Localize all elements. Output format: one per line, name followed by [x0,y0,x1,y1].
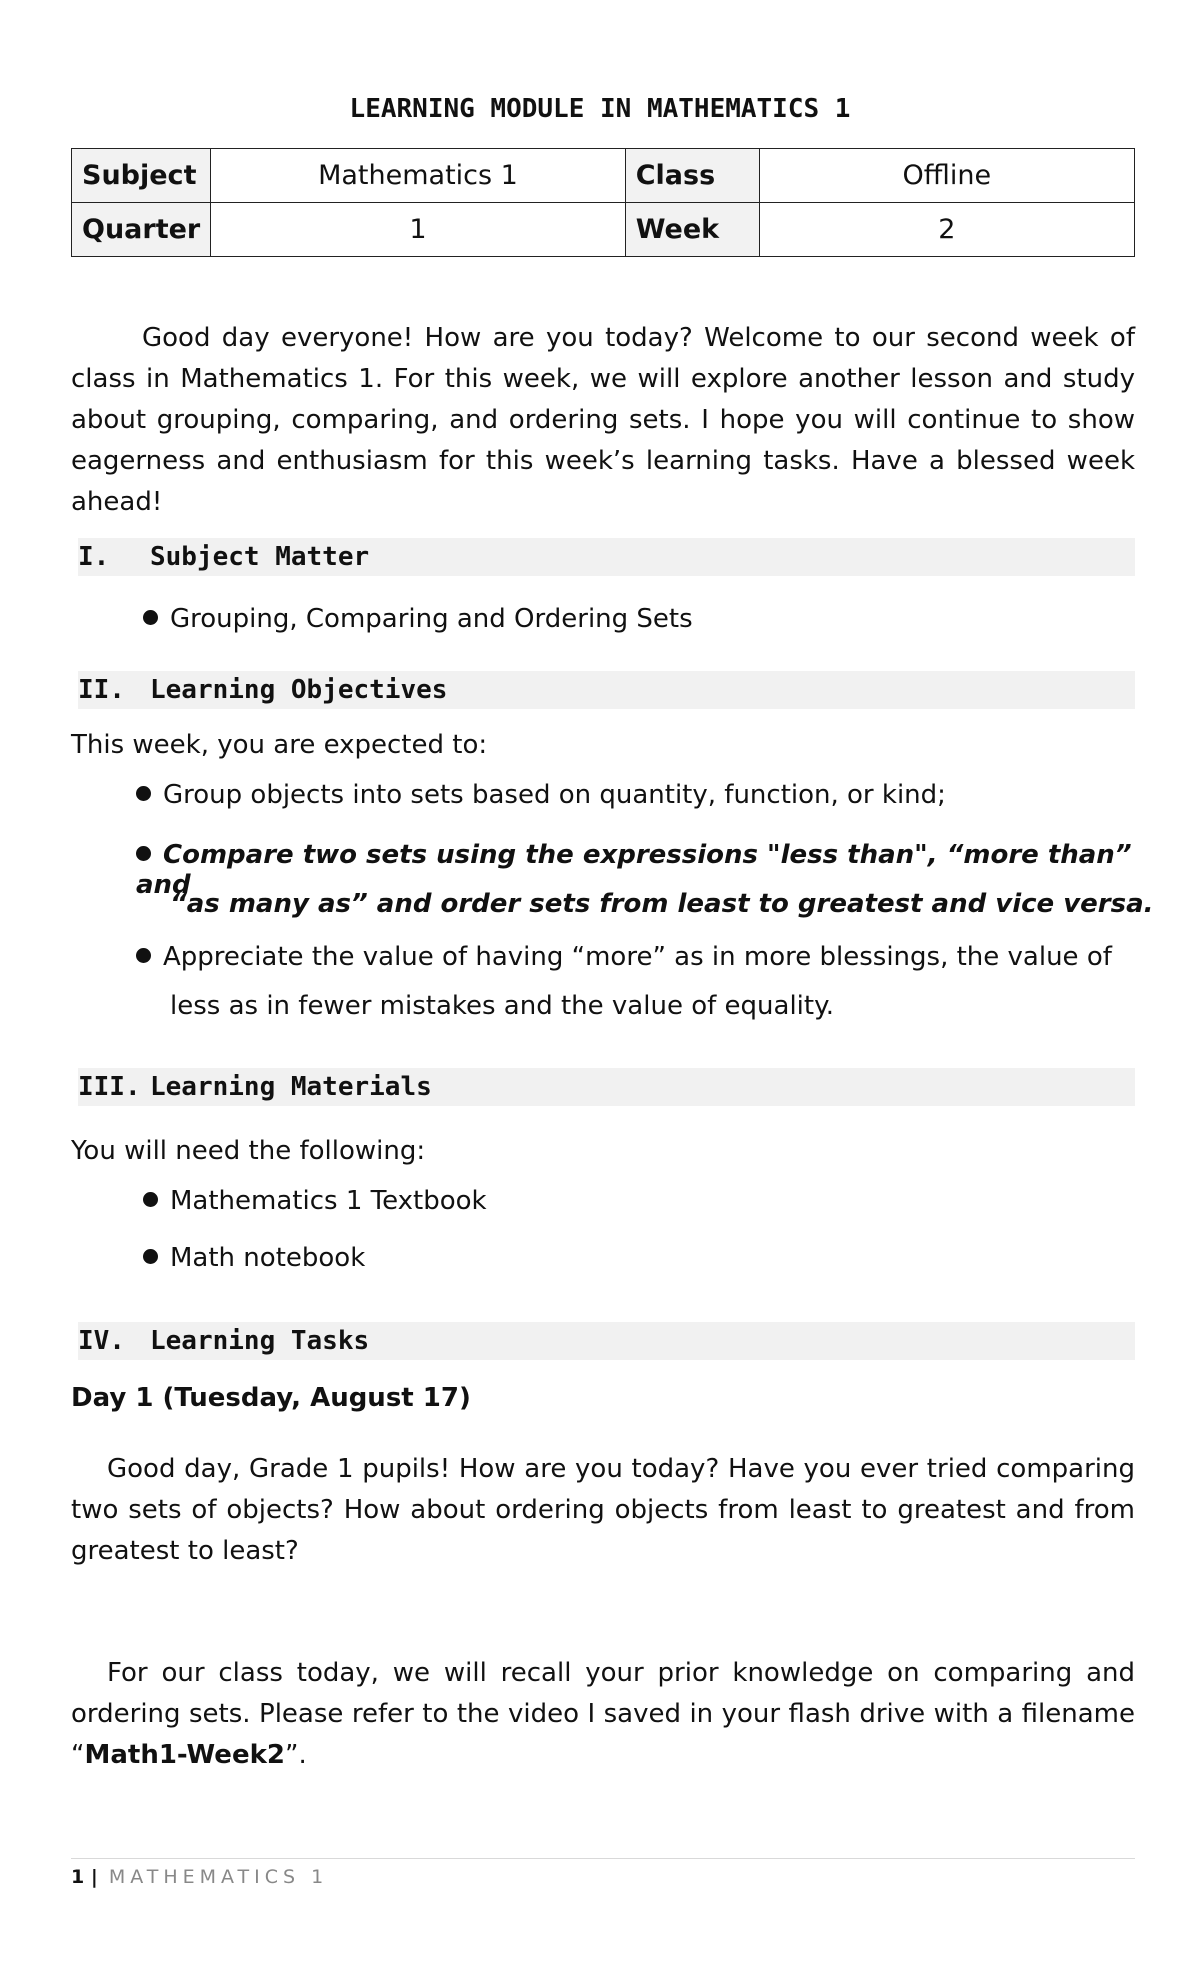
intro-text: Good day everyone! How are you today? Welcome to our second week of class in Mathematics 1. For this week, we will explore another lesson and study about grouping, comparing, and ordering sets. I hope you will continue to show eagerness and enthusiasm for this week’s learning tasks. Have a blessed week ahead! [71,323,1135,517]
footer-divider [71,1858,1135,1859]
bullet-icon [143,1249,158,1264]
week-value: 2 [759,203,1134,257]
footer-label: MATHEMATICS 1 [108,1866,329,1888]
section-number: II. [78,675,125,705]
tasks-paragraph-2 [71,1653,1135,1776]
section-number: I. [78,542,110,572]
tasks-paragraph-2-text: For our class today, we will recall your prior knowledge on comparing and ordering sets. Please refer to the video I saved in your flash drive with a filename [71,1658,1135,1729]
list-item [136,942,1135,972]
list-item [136,780,946,810]
list-item-text: Grouping, Comparing and Ordering Sets [170,604,693,634]
subject-label: Subject [72,149,211,203]
class-value: Offline [759,149,1134,203]
filename: Math1-Week2 [84,1740,285,1770]
page-number: 1 | [71,1866,98,1888]
list-item-text: Appreciate the value of having “more” as in more blessings, the value of [163,942,1112,972]
section-learning-materials [78,1068,1135,1106]
list-item-continuation: less as in fewer mistakes and the value of equality. [170,991,835,1021]
list-item [143,604,693,634]
quarter-label: Quarter [72,203,211,257]
bullet-icon [143,610,158,625]
objectives-lead: This week, you are expected to: [71,730,488,760]
list-item [143,1186,487,1216]
intro-paragraph [71,318,1135,523]
section-subject-matter [78,538,1135,576]
bullet-icon [136,948,151,963]
list-item-text: Math notebook [170,1243,366,1273]
section-title: Learning Objectives [150,675,448,705]
open-quote: “ [71,1740,85,1770]
section-title: Learning Materials [150,1072,432,1102]
close-quote: ”. [284,1740,307,1770]
quarter-value: 1 [211,203,625,257]
class-label: Class [625,149,759,203]
bullet-icon [136,786,151,801]
page-footer [71,1866,328,1888]
day-heading: Day 1 (Tuesday, August 17) [71,1383,471,1413]
bullet-icon [143,1192,158,1207]
module-info-table [71,148,1135,257]
table-row [72,203,1135,257]
section-number: III. [78,1072,141,1102]
tasks-paragraph-1-text: Good day, Grade 1 pupils! How are you today? Have you ever tried comparing two sets of objects? How about ordering objects from least to greatest and from greatest to least? [71,1454,1135,1566]
list-item [143,1243,365,1273]
list-item-text: Compare two sets using the expressions "less than", “more than” and [136,840,1132,900]
table-row [72,149,1135,203]
subject-value: Mathematics 1 [211,149,625,203]
tasks-paragraph-1 [71,1449,1135,1572]
section-number: IV. [78,1326,125,1356]
list-item-text: Group objects into sets based on quantity, function, or kind; [163,780,946,810]
page-title: LEARNING MODULE IN MATHEMATICS 1 [349,94,851,124]
list-item-continuation: “as many as” and order sets from least to greatest and vice versa. [170,889,1154,919]
bullet-icon [136,846,151,861]
materials-lead: You will need the following: [71,1136,426,1166]
section-learning-tasks [78,1322,1135,1360]
section-title: Subject Matter [150,542,370,572]
week-label: Week [625,203,759,257]
section-learning-objectives [78,671,1135,709]
list-item-text: Mathematics 1 Textbook [170,1186,487,1216]
section-title: Learning Tasks [150,1326,370,1356]
